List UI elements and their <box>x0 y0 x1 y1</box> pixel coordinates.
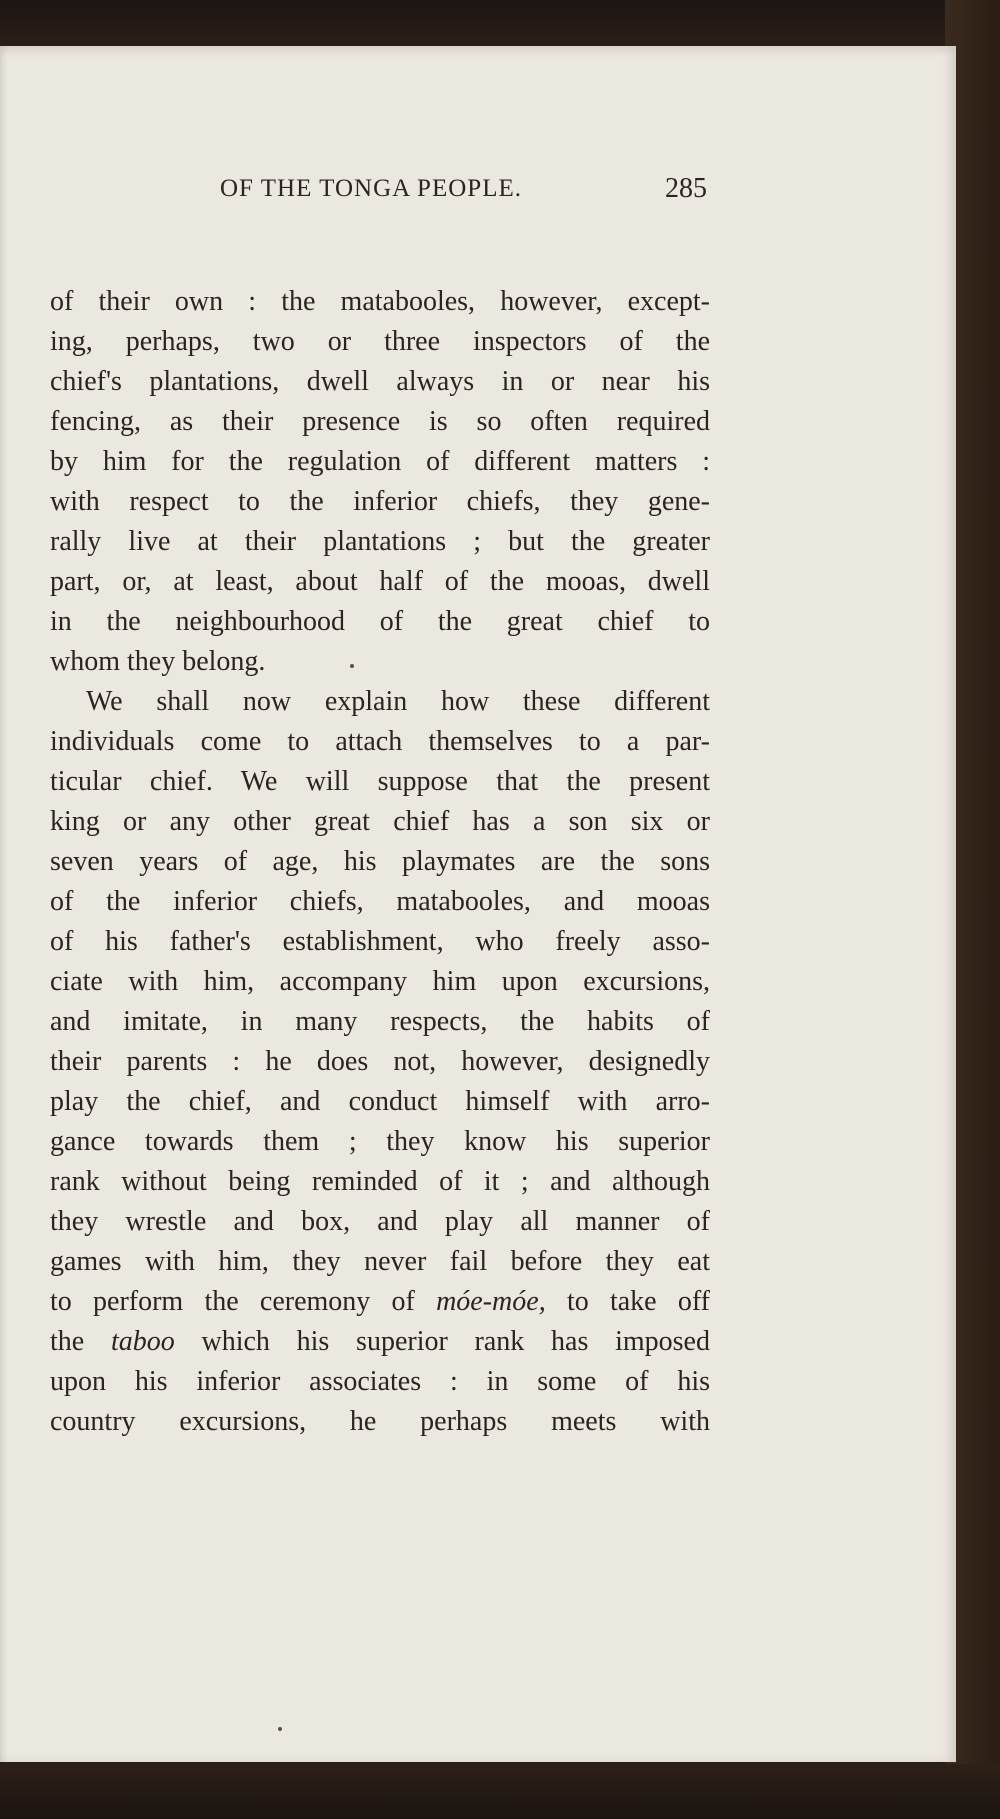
text-line-with-italic <box>50 1282 710 1322</box>
text-line: games with him, they never fail before they eat <box>50 1246 710 1277</box>
text-line: with respect to the inferior chiefs, they gene- <box>50 486 710 517</box>
text-line: upon his inferior associates : in some of his <box>50 1366 710 1397</box>
text-line: of his father's establishment, who freely asso- <box>50 926 710 957</box>
text-line: rank without being reminded of it ; and although <box>50 1166 710 1197</box>
text-line-with-italic <box>50 1322 710 1362</box>
ink-speck <box>278 1727 282 1731</box>
text-line: they wrestle and box, and play all manner of <box>50 1206 710 1237</box>
text-line: ing, perhaps, two or three inspectors of the <box>50 326 710 357</box>
text-segment: to perform the ceremony of <box>50 1286 437 1317</box>
running-head: OF THE TONGA PEOPLE. <box>220 175 522 202</box>
body-text <box>50 282 710 1442</box>
text-segment: the <box>50 1326 111 1357</box>
text-line: and imitate, in many respects, the habits of <box>50 1006 710 1037</box>
text-line: play the chief, and conduct himself with arro- <box>50 1086 710 1117</box>
text-line: individuals come to attach themselves to a par- <box>50 726 710 757</box>
text-line: their parents : he does not, however, designedly <box>50 1046 710 1077</box>
text-line: part, or, at least, about half of the mooas, dwell <box>50 566 710 597</box>
text-line: rally live at their plantations ; but the greater <box>50 526 710 557</box>
scan-bottom-border <box>0 1764 1000 1819</box>
text-line: king or any other great chief has a son six or <box>50 806 710 837</box>
text-line: seven years of age, his playmates are the sons <box>50 846 710 877</box>
italic-term-taboo: taboo <box>110 1326 175 1357</box>
text-line: of their own : the matabooles, however, except- <box>50 286 710 317</box>
text-line: ticular chief. We will suppose that the present <box>50 766 710 797</box>
text-line: by him for the regulation of different matters : <box>50 446 710 477</box>
text-line: in the neighbourhood of the great chief to <box>50 606 710 637</box>
text-line: of the inferior chiefs, matabooles, and mooas <box>50 886 710 917</box>
text-segment: to take off <box>545 1286 710 1317</box>
page-header <box>220 175 720 215</box>
paragraph-start-line: We shall now explain how these different <box>86 686 710 717</box>
text-line: gance towards them ; they know his superior <box>50 1126 710 1157</box>
text-line: country excursions, he perhaps meets with <box>50 1406 710 1437</box>
text-line: ciate with him, accompany him upon excursions, <box>50 966 710 997</box>
text-line: fencing, as their presence is so often required <box>50 406 710 437</box>
scan-top-border <box>0 0 1000 48</box>
italic-term-moe-moe: móe-móe, <box>436 1286 546 1317</box>
ink-speck <box>350 664 354 668</box>
text-line: chief's plantations, dwell always in or near his <box>50 366 710 397</box>
page-number: 285 <box>665 173 707 204</box>
text-segment: which his superior rank has imposed <box>174 1326 710 1357</box>
text-line: whom they belong. <box>50 646 266 677</box>
